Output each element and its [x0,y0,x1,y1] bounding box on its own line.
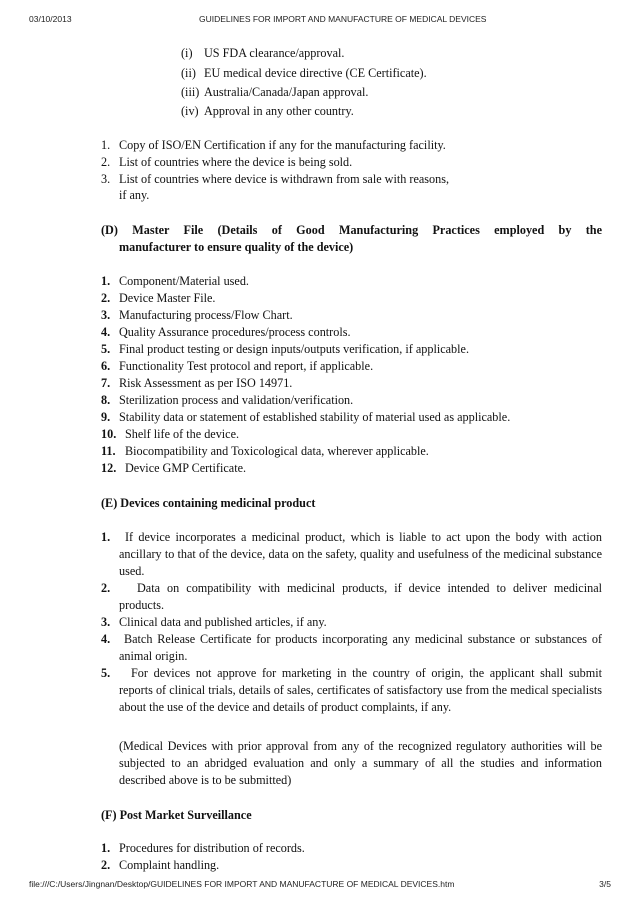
approval-number: (i) [181,46,193,60]
header-date: 03/10/2013 [29,14,72,24]
list-item: Device Master File. [119,291,216,305]
certification-number: 1. [101,138,111,152]
section-heading-master-file-continuation: manufacturer to ensure quality of the device) [119,240,354,254]
approval-number: (iv) [181,104,199,118]
list-number: 3. [101,615,111,629]
list-item: Batch Release Certificate for products incorporating any medicinal substance or substances of animal origin. [119,632,602,663]
section-heading-master-file: (D) Master File (Details of Good Manufacturing Practices employed by the [101,223,602,237]
list-item: For devices not approve for marketing in the country of origin, the applicant shall submit reports of clinical trials, details of sales, certificates of satisfactory use from the medical specialists about the use of the device and details of product complaints, if any. [119,666,602,714]
footer-page-number: 3/5 [599,879,611,889]
list-item: Biocompatibility and Toxicological data, wherever applicable. [125,444,429,458]
list-item: Manufacturing process/Flow Chart. [119,308,293,322]
list-number: 8. [101,393,111,407]
approval-number: (ii) [181,66,196,80]
approval-number: (iii) [181,85,200,99]
list-item: Component/Material used. [119,274,249,288]
header-title: GUIDELINES FOR IMPORT AND MANUFACTURE OF MEDICAL DEVICES [199,14,487,24]
list-number: 1. [101,841,111,855]
list-number: 5. [101,342,111,356]
list-item: Data on compatibility with medicinal products, if device intended to deliver medicinal products. [119,581,602,612]
list-item: Quality Assurance procedures/process controls. [119,325,351,339]
list-item: Device GMP Certificate. [125,461,247,475]
list-number: 1. [101,274,111,288]
list-number: 1. [101,530,111,544]
list-item: Functionality Test protocol and report, if applicable. [119,359,374,373]
certification-item: List of countries where the device is being sold. [119,155,353,169]
approval-item: Australia/Canada/Japan approval. [204,85,369,99]
list-number: 4. [101,325,111,339]
list-number: 10. [101,427,117,441]
list-number: 7. [101,376,111,390]
list-number: 2. [101,858,111,872]
footer-file-path: file:///C:/Users/Jingnan/Desktop/GUIDELINES FOR IMPORT AND MANUFACTURE OF MEDICAL DEVICES.htm [29,879,455,889]
list-number: 4. [101,632,111,646]
certification-number: 3. [101,172,111,186]
abridged-evaluation-note: (Medical Devices with prior approval from any of the recognized regulatory authorities will be subjected to an abridged evaluation and only a summary of all the studies and information described above is to be submitted) [119,739,602,787]
approval-item: US FDA clearance/approval. [204,46,345,60]
list-item: Clinical data and published articles, if any. [119,615,327,629]
approval-item: EU medical device directive (CE Certificate). [204,66,427,80]
list-item: Procedures for distribution of records. [119,841,305,855]
list-number: 2. [101,291,111,305]
certification-item: List of countries where device is withdrawn from sale with reasons, [119,172,449,186]
list-item: Sterilization process and validation/verification. [119,393,354,407]
section-heading-surveillance: (F) Post Market Surveillance [101,808,252,822]
certification-number: 2. [101,155,111,169]
list-number: 5. [101,666,111,680]
list-number: 6. [101,359,111,373]
certification-item-continuation: if any. [119,188,150,202]
list-number: 3. [101,308,111,322]
list-item: Final product testing or design inputs/outputs verification, if applicable. [119,342,469,356]
list-number: 2. [101,581,111,595]
list-item: Complaint handling. [119,858,220,872]
list-item: Stability data or statement of established stability of material used as applicable. [119,410,511,424]
section-heading-medicinal: (E) Devices containing medicinal product [101,496,316,510]
list-item: Shelf life of the device. [125,427,240,441]
list-number: 11. [101,444,116,458]
list-number: 12. [101,461,117,475]
list-item: Risk Assessment as per ISO 14971. [119,376,293,390]
list-number: 9. [101,410,111,424]
list-item: If device incorporates a medicinal product, which is liable to act upon the body with action ancillary to that of the device, data on the safety, quality and usefulness of the medicinal substance used. [119,530,602,578]
approval-item: Approval in any other country. [204,104,354,118]
certification-item: Copy of ISO/EN Certification if any for the manufacturing facility. [119,138,446,152]
